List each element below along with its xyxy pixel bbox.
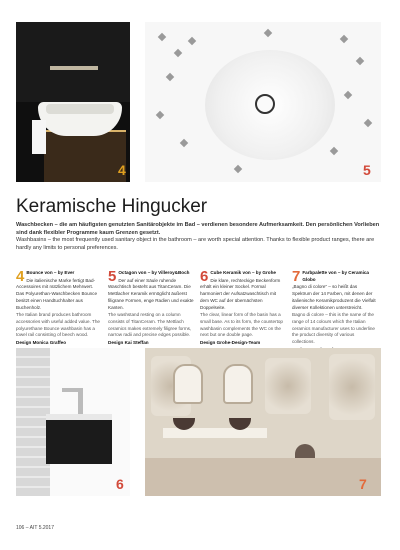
crystal-decor [364, 119, 372, 127]
photo-octagon-washbasin [145, 22, 381, 182]
product-title: Cube Keramik von – by Grohe [210, 270, 276, 275]
crystal-decor [156, 111, 164, 119]
crystal-decor [330, 147, 338, 155]
product-text-german: Die italienische Marke fertigt Bad-Accessoires mit nützlichem Mehrwert. Das Polyurethan-Waschbecken Bounce besitzt einen Handtuchhalter aus Buchenholz. [16, 277, 98, 310]
drain-graphic [255, 94, 275, 114]
product-title: Octagon von – by Villeroy&Boch [118, 270, 190, 275]
product-column [200, 270, 286, 348]
product-column [292, 270, 378, 354]
ornament-graphic [329, 354, 375, 420]
ornament-graphic [265, 358, 311, 414]
crystal-decor [174, 49, 182, 57]
product-text-german: „Bagno di colore“ – so heißt das Spektrum der 14 Farben, mit denen der italienische Keramikproduzent die Vielfalt diverser Kollektionen unterstreicht. [292, 284, 376, 310]
article-headline: Keramische Hingucker [16, 196, 208, 217]
product-designer: Design Monica Graffeo [16, 340, 67, 346]
article-lead [16, 222, 381, 252]
column-number: 5 [108, 268, 117, 285]
washbasin-base-graphic [46, 420, 112, 464]
crystal-decor [158, 33, 166, 41]
crystal-decor [340, 35, 348, 43]
photo-cube-ceramic-washbasin [16, 348, 130, 496]
column-number: 4 [16, 268, 25, 285]
page-footer: 106 – AIT 5.2017 [16, 525, 54, 531]
product-text-english: The washstand resting on a column consists of TitanCeram. The Mettlach ceramics makes extremely filigree forms, narrow radii and precise edges possible. [108, 312, 192, 338]
faucet-graphic [78, 388, 83, 416]
column-number: 7 [292, 268, 301, 285]
crystal-decor [264, 29, 272, 37]
shelf-graphic [50, 66, 98, 70]
column-number: 6 [200, 268, 209, 285]
photo-number: 6 [116, 476, 124, 492]
product-title: Farbpalette von – by Ceramica Globo [302, 270, 369, 282]
product-designer: Design Kai Steffan [108, 340, 149, 346]
washbasin-inner-graphic [46, 104, 114, 114]
crystal-decor [234, 165, 242, 173]
mirror-graphic [173, 364, 203, 404]
cabinet-graphic [44, 132, 126, 182]
stool-graphic [295, 444, 315, 458]
product-text-german: Der auf einer Säule ruhende Waschtisch besteht aus TitanCeram. Die Mettlacher Keramik ermöglicht äußerst filigrane Formen, enge Radien und exakte Kanten. [108, 277, 194, 310]
photo-number: 4 [118, 162, 126, 178]
product-designer: Design Grohe-Design-Team [200, 340, 261, 346]
photo-number: 5 [363, 162, 371, 178]
photo-background [16, 22, 130, 102]
floor-graphic [145, 458, 381, 496]
product-column [16, 270, 102, 348]
towel-graphic [32, 120, 46, 154]
photo-number: 7 [359, 476, 367, 492]
crystal-decor [344, 91, 352, 99]
crystal-decor [188, 37, 196, 45]
photo-color-palette-bathroom [145, 348, 381, 496]
crystal-decor [180, 139, 188, 147]
product-title: Bounce von – by Ever [26, 270, 75, 275]
photo-bounce-washbasin [16, 22, 130, 182]
product-text-english: Bagno di colore – this is the name of the range of 14 colours which the Italian ceramics manufacturer uses to underline the product diversity of various collections. [292, 312, 375, 345]
counter-graphic [163, 428, 267, 438]
crystal-decor [166, 73, 174, 81]
mirror-graphic [223, 364, 253, 404]
faucet-spout-graphic [62, 388, 82, 392]
product-text-english: The Italian brand produces bathroom accessories with useful added value. The polyurethane Bounce washbasin has a towel rail consisting of beech wood. [16, 312, 100, 338]
product-text-german: Die klare, rechteckige Beckenform erhält ein kleiner Sockel. Formal harmoniert der Aufsatzwaschtisch mit dem WC auf der übernächsten Doppelseite. [200, 277, 281, 310]
crystal-decor [356, 57, 364, 65]
lead-german: Waschbecken – die am häufigsten genutzten Sanitärobjekte im Bad – verdienen besondere Aufmerksamkeit. Den persönlichen Vorlieben sind dank flexibler Programme kaum Grenzen gesetzt. [16, 222, 380, 236]
tile-wall-graphic [16, 348, 50, 496]
product-text-english: The clear, linear form of the basin has a small base. As to its form, the countertop washbasin complements the WC on the next but one double page. [200, 312, 283, 338]
product-column [108, 270, 194, 348]
lead-english: Washbasins – the most frequently used sanitary object in the bathroom – are worth special attention. Thanks to flexible product ranges, there are hardly any limits to personal preferences. [16, 237, 375, 251]
